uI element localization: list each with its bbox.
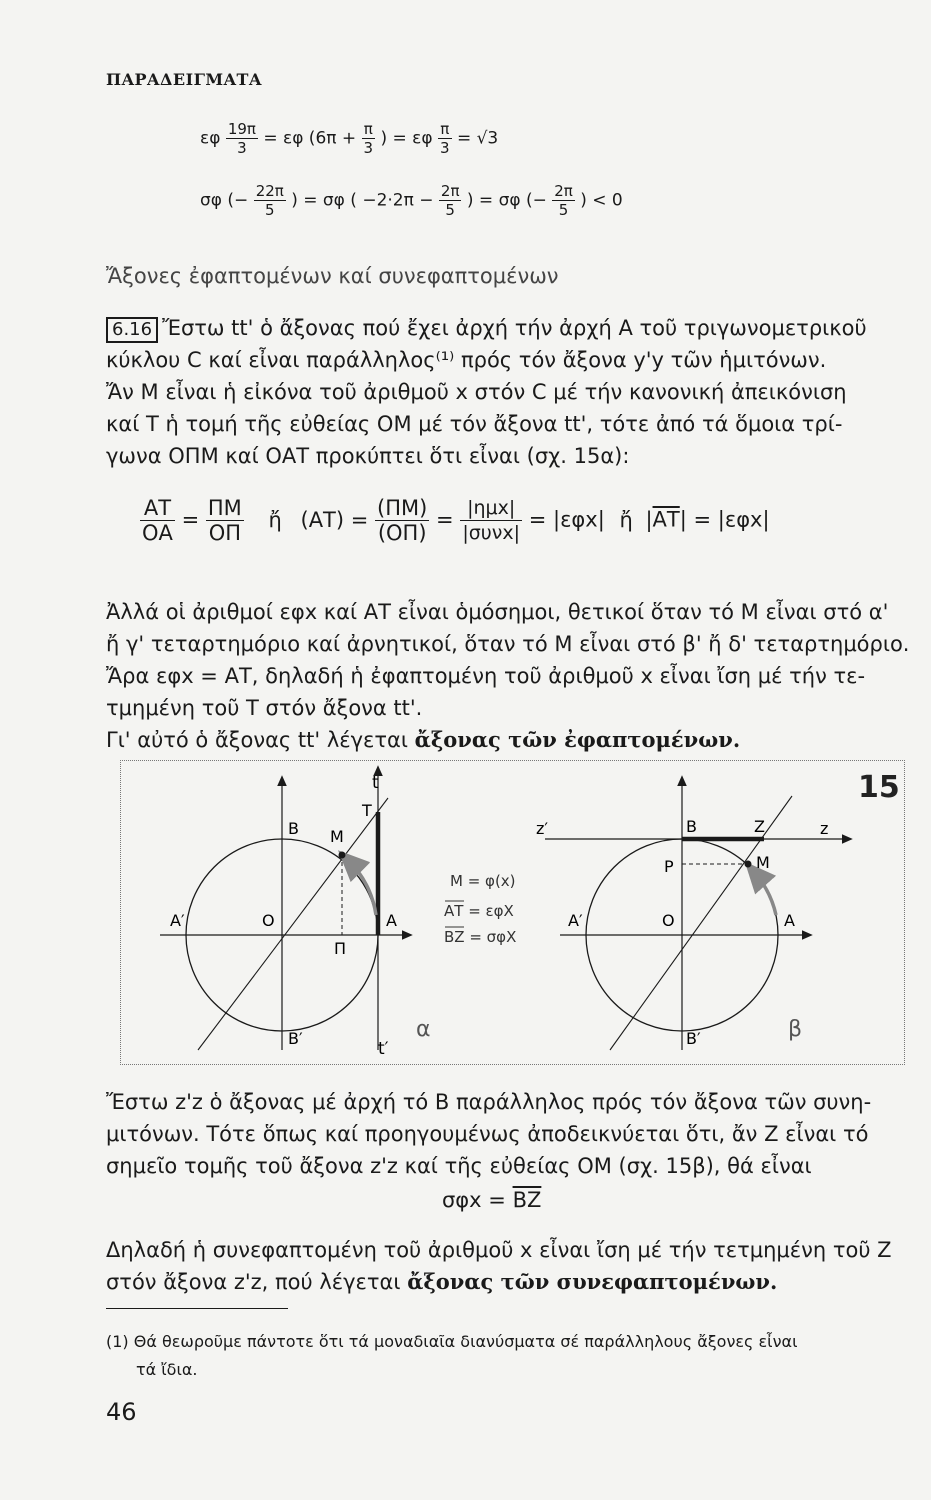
label-t: t [372, 773, 379, 793]
ex2-frac2-num: 2π [440, 182, 460, 200]
ex1-frac-3 [438, 120, 452, 157]
cotangent-equation [442, 1188, 541, 1212]
formula-tail-2: | = |εφx| [679, 507, 770, 532]
para-line: Ἄν Μ εἶναι ἡ εἰκόνα τοῦ ἀριθμοῦ x στόν C μέ τήν κανονική ἀπεικόνιση [106, 380, 847, 404]
label-z-prime: z′ [536, 819, 549, 838]
ex1-fn: εφ [200, 128, 221, 149]
label-A-prime-a: A′ [170, 911, 185, 930]
main-formula: $\frac{AT}{OA}$ = $\frac{\Pi M}{O\Pi}$ ἤ (ΑΤ) = $\frac{(\Pi M)}{(O\Pi)}$ = $\frac{\text{|ημx|}}{\text{|συνx|}}$ = |εφx| ἤ $|\overline{AT}| = |\varepsilon\varphi x|$ [142, 496, 770, 545]
footnote-line: τά ἴδια. [136, 1360, 198, 1379]
ex2-result: ) < 0 [580, 190, 623, 211]
label-A-a: A [386, 911, 397, 930]
ex1-close: ) = εφ [380, 128, 433, 149]
para-line [106, 724, 910, 756]
f3-num: (ΠΜ) [377, 496, 428, 520]
ex1-eq: = [263, 128, 278, 149]
tangent-axis-term: ἄξονας τῶν ἐφαπτομένων. [414, 727, 741, 752]
label-A-b: A [784, 911, 795, 930]
label-A-prime-b: A′ [568, 911, 583, 930]
legend-line-3: ΒΖ = σφX [444, 928, 517, 946]
f4-den: |συνx| [462, 522, 521, 544]
f4-num: |ημx| [467, 497, 516, 519]
ex2-frac2-den: 5 [439, 200, 462, 219]
para-line [106, 1266, 892, 1298]
formula-frac-4 [460, 496, 522, 545]
cot-eq-bar: $\overline{BZ}$ [512, 1188, 542, 1212]
para-line [106, 312, 867, 344]
examples-heading: ΠΑΡΑΔΕΙΓΜΑΤΑ [106, 70, 262, 89]
ex2-fn: σφ (− [200, 190, 249, 211]
paragraph-3-tail [106, 1234, 892, 1298]
para-line: Ἄρα εφx = ΑΤ, δηλαδή ἡ ἐφαπτομένη τοῦ ἀριθμοῦ x εἶναι ἴση μέ τήν τε- [106, 664, 866, 688]
f1-den: ΟΑ [142, 521, 173, 545]
ex2-frac1-num: 22π [255, 182, 284, 200]
para-line: κύκλου C καί εἶναι παράλληλος⁽¹⁾ πρός τόν ἄξονα y'y τῶν ἡμιτόνων. [106, 348, 827, 372]
label-O-b: O [662, 911, 675, 930]
para-line: σημεῖο τομῆς τοῦ ἄξονα z'z καί τῆς εὐθείας ΟΜ (σχ. 15β), θά εἶναι [106, 1154, 812, 1178]
point-M-b [745, 861, 752, 868]
f1-num: ΑΤ [143, 496, 172, 520]
para-line: καί Τ ἡ τομή τῆς εὐθείας ΟΜ μέ τόν ἄξονα tt', τότε ἀπό τά ὅμοια τρί- [106, 412, 843, 436]
paragraph-number-badge: 6.16 [106, 317, 158, 343]
paragraph-3 [106, 1086, 871, 1182]
ex2-frac-3 [552, 182, 575, 219]
f3-den: (ΟΠ) [375, 520, 429, 545]
example-2-equation [200, 182, 623, 219]
formula-frac-1 [140, 496, 175, 545]
f2-num: ΠΜ [207, 496, 242, 520]
label-M-b: M [756, 853, 770, 872]
label-t-prime: t′ [378, 1039, 389, 1059]
label-P-a: Π [334, 939, 347, 958]
label-B-prime-b: B′ [686, 1029, 701, 1048]
ex2-frac-2 [439, 182, 462, 219]
ex2-mid: ) = σφ ( −2·2π − [291, 190, 434, 211]
para-line-text: Ἔστω tt' ὁ ἄξονας πού ἔχει ἀρχή τήν ἀρχή Α τοῦ τριγωνομετρικοῦ [162, 316, 867, 340]
para-line: ἤ γ' τεταρτημόριο καί ἀρνητικοί, ὅταν τό Μ εἶναι στό β' ἤ δ' τεταρτημόριο. [106, 632, 910, 656]
ex1-frac-1 [226, 120, 258, 157]
ex2-mid2: ) = σφ (− [466, 190, 547, 211]
para-line-prefix: στόν ἄξονα z'z, πού λέγεται [106, 1270, 401, 1294]
f2-den: ΟΠ [206, 520, 244, 545]
label-M-a: M [330, 827, 344, 846]
label-B-a: B [288, 819, 299, 838]
legend-line-1: M = φ(x) [450, 872, 516, 890]
label-T: T [362, 801, 372, 820]
cot-eq-prefix: σφx = [442, 1188, 506, 1212]
ex1-result: = √3 [456, 128, 499, 149]
cotangent-axis-term: ἄξονας τῶν συνεφαπτομένων. [407, 1269, 778, 1294]
para-line-prefix: Γι' αὐτό ὁ ἄξονας tt' λέγεται [106, 728, 408, 752]
formula-frac-3 [375, 496, 429, 545]
footnote-text: Θά θεωροῦμε πάντοτε ὅτι τά μοναδιαῖα διανύσματα σέ παράλληλους ἄξονες εἶναι [133, 1332, 798, 1351]
paragraph-6-16 [106, 312, 867, 472]
ex2-frac-1 [254, 182, 286, 219]
ex1-frac2-den: 3 [363, 139, 374, 157]
caption-b: β [788, 1017, 803, 1042]
para-line: Ἔστω z'z ὁ ἄξονας μέ ἀρχή τό Β παράλληλος πρός τόν ἄξονα τῶν συνη- [106, 1090, 872, 1114]
ex1-frac2-num: π [363, 120, 373, 138]
para-line: γωνα ΟΠΜ καί ΟΑΤ προκύπτει ὅτι εἶναι (σχ. 15α): [106, 444, 630, 468]
figure-15-diagram [120, 760, 905, 1065]
formula-tail-1: = |εφx| [528, 507, 605, 532]
formula-at-bar: $\overline{AT}$ [652, 507, 680, 532]
legend-line-2: ΑΤ = εφX [444, 902, 514, 920]
ex1-frac3-num: π [440, 120, 450, 138]
formula-at: (ΑΤ) = [300, 507, 369, 532]
point-M-a [339, 852, 346, 859]
footnote-line [106, 1328, 797, 1356]
ex2-frac3-den: 5 [552, 200, 575, 219]
page-number: 46 [106, 1398, 137, 1426]
arc-x-a [348, 860, 376, 915]
footnote-marker: (1) [106, 1332, 129, 1351]
ex1-frac-2 [362, 120, 376, 157]
caption-a: α [416, 1017, 431, 1042]
formula-frac-2 [206, 496, 244, 545]
ex1-mid: εφ (6π + [283, 128, 357, 149]
label-B-b: B [686, 817, 697, 836]
example-1-equation [200, 120, 498, 157]
formula-eq: = [181, 507, 200, 532]
arc-x-b [754, 872, 776, 915]
para-line: μιτόνων. Τότε ὅπως καί προηγουμένως ἀποδεικνύεται ὅτι, ἄν Ζ εἶναι τό [106, 1122, 869, 1146]
label-z: z [820, 819, 829, 838]
para-line: Ἀλλά οἱ ἀριθμοί εφx καί ΑΤ εἶναι ὁμόσημοι, θετικοί ὅταν τό Μ εἶναι στό α' [106, 600, 889, 624]
paragraph-2 [106, 596, 910, 756]
ex2-frac3-num: 2π [554, 182, 573, 200]
para-line: τμημένη τοῦ Τ στόν ἄξονα tt'. [106, 696, 423, 720]
ex1-frac3-den: 3 [440, 139, 450, 157]
label-B-prime-a: B′ [288, 1029, 303, 1048]
para-line: Δηλαδή ἡ συνεφαπτομένη τοῦ ἀριθμοῦ x εἶναι ἴση μέ τήν τετμημένη τοῦ Ζ [106, 1238, 892, 1262]
label-P-b: P [664, 857, 674, 876]
section-title: Ἄξονες ἐφαπτομένων καί συνεφαπτομένων [106, 264, 559, 288]
figure-number: 15 [858, 770, 900, 805]
label-Z: Z [754, 817, 765, 836]
ex1-frac1-den: 3 [226, 138, 258, 157]
footnote [106, 1328, 797, 1384]
ex1-frac1-num: 19π [227, 120, 256, 138]
label-O-a: O [262, 911, 275, 930]
footnote-rule [106, 1308, 288, 1309]
ex2-frac1-den: 5 [254, 200, 286, 219]
formula-or-2: ἤ [619, 507, 633, 532]
formula-or-1: ἤ [268, 507, 282, 532]
